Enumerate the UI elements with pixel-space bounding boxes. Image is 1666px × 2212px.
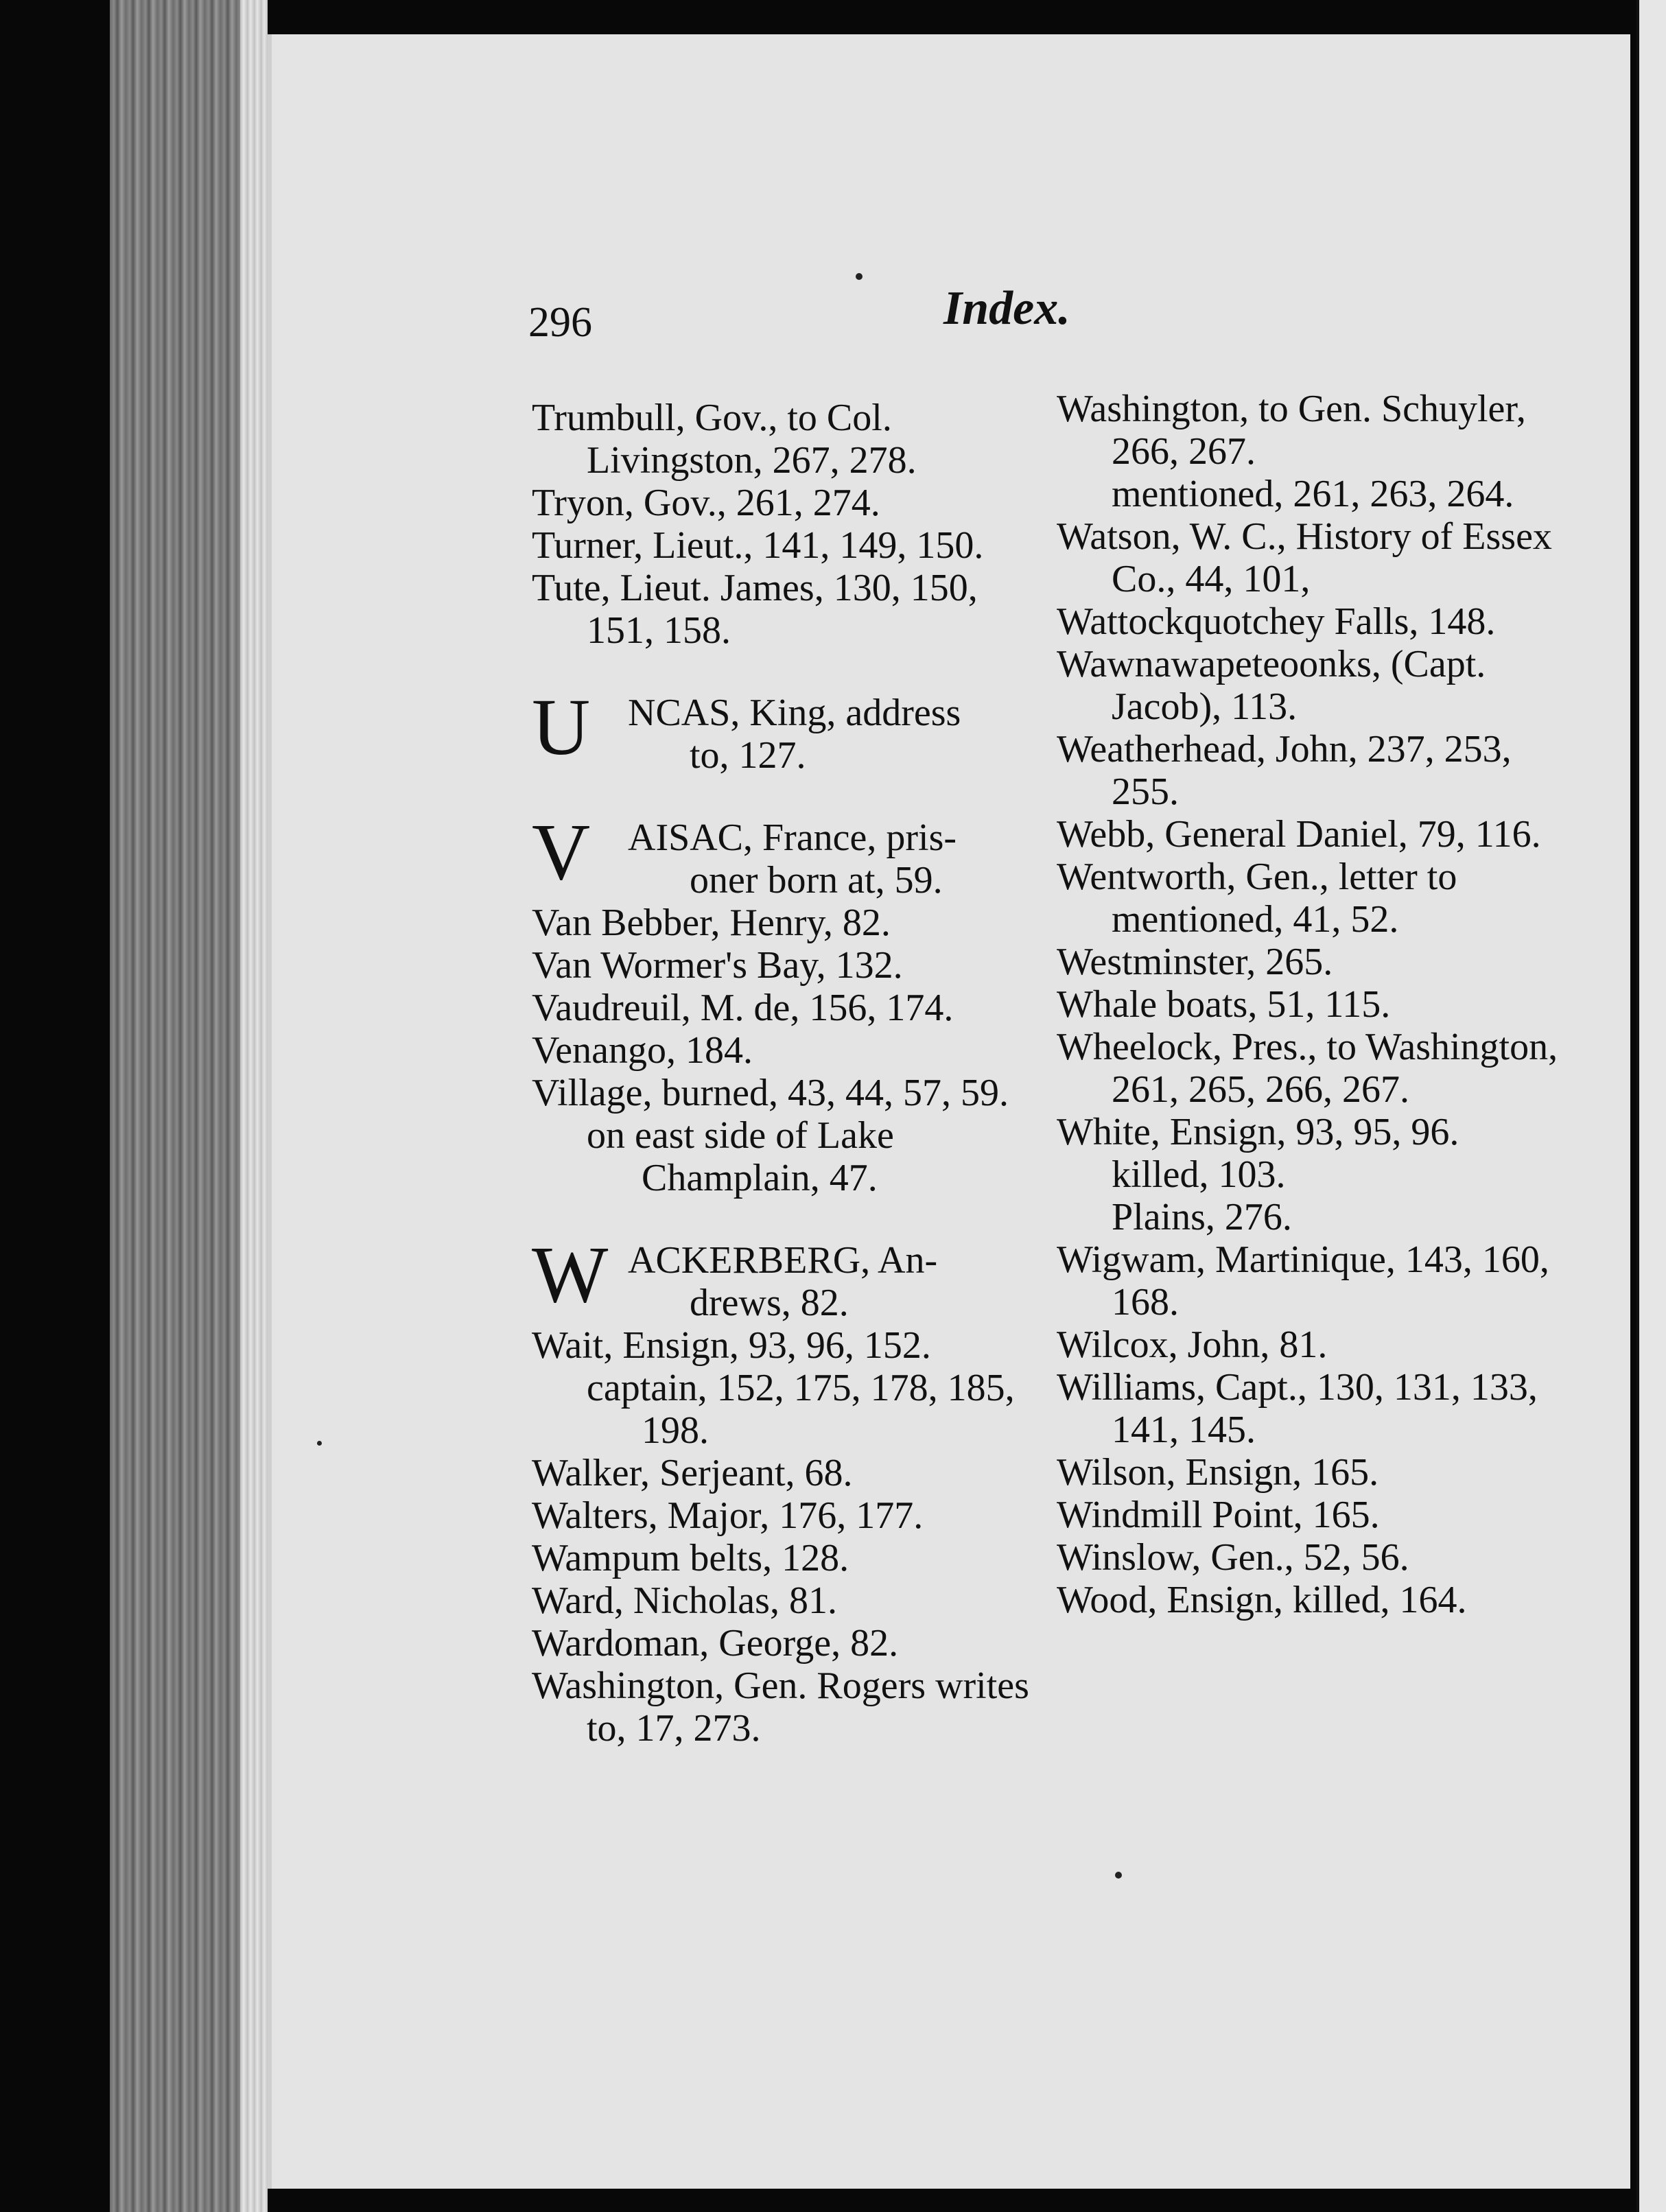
index-entry: Wilcox, John, 81. [1057,1323,1328,1366]
index-entry: AISAC, France, pris- [628,816,957,859]
running-head: Index. [943,282,1070,335]
letter-section-v [532,807,1040,902]
index-entry: Venango, 184. [532,1029,753,1072]
index-entry: Webb, General Daniel, 79, 116. [1057,813,1541,856]
index-subentry: mentioned, 261, 263, 264. [1112,473,1514,515]
index-entry: Winslow, Gen., 52, 56. [1057,1536,1409,1579]
facing-page-edge [1636,0,1666,2212]
index-subentry: Plains, 276. [1112,1196,1292,1238]
index-entry: Wawnawapeteoonks, (Capt. Jacob), 113. [1057,643,1486,728]
index-entry: Turner, Lieut., 141, 149, 150. [532,524,984,567]
index-subentry: killed, 103. [1112,1153,1286,1196]
index-entry: Windmill Point, 165. [1057,1494,1380,1536]
index-entry: Van Wormer's Bay, 132. [532,944,903,987]
speck [317,1441,322,1446]
letter-section-u [532,682,1040,777]
index-entry: Watson, W. C., History of Essex Co., 44, 101, [1057,515,1552,600]
drop-cap: U [532,682,591,772]
index-entry: Tryon, Gov., 261, 274. [532,482,880,524]
index-entry: White, Ensign, 93, 95, 96. [1057,1111,1459,1153]
index-entry: Williams, Capt., 130, 131, 133, 141, 145. [1057,1366,1538,1451]
index-entry: Ward, Nicholas, 81. [532,1579,837,1622]
speck [1115,1872,1122,1879]
index-entry: ACKERBERG, An- [628,1239,938,1282]
letter-section-w [532,1229,1040,1324]
index-entry: Wigwam, Martinique, 143, 160, 168. [1057,1238,1549,1323]
index-entry: Washington, Gen. Rogers writes to, 17, 273. [532,1664,1029,1750]
index-entry: Wait, Ensign, 93, 96, 152. [532,1324,931,1367]
index-entry: Whale boats, 51, 115. [1057,983,1391,1026]
index-entry: Wardoman, George, 82. [532,1622,899,1664]
index-entry-continuation: drews, 82. [690,1282,849,1324]
index-entry: Wheelock, Pres., to Washington, 261, 265, 266, 267. [1057,1026,1558,1111]
page-number: 296 [528,299,592,346]
index-entry: Walker, Serjeant, 68. [532,1452,853,1494]
index-entry: Van Bebber, Henry, 82. [532,902,891,944]
index-entry: Weatherhead, John, 237, 253, 255. [1057,728,1512,813]
index-entry: Walters, Major, 176, 177. [532,1494,924,1537]
index-entry: Wentworth, Gen., letter to mentioned, 41, 52. [1057,856,1457,941]
index-entry: Wattockquotchey Falls, 148. [1057,600,1496,643]
index-entry-continuation: to, 127. [690,734,806,777]
index-entry: Wood, Ensign, killed, 164. [1057,1579,1467,1621]
index-entry: Tute, Lieut. James, 130, 150, 151, 158. [532,567,978,652]
index-entry: Trumbull, Gov., to Col. Livingston, 267, 278. [532,397,917,482]
index-entry: Washington, to Gen. Schuyler, 266, 267. [1057,388,1526,473]
index-subentry: on east side of Lake Champlain, 47. [587,1114,894,1199]
index-entry: Vaudreuil, M. de, 156, 174. [532,987,954,1029]
index-subentry: captain, 152, 175, 178, 185, 198. [587,1367,1015,1452]
page-stack-edge [110,0,240,2212]
index-entry: Westminster, 265. [1057,941,1333,983]
speck [856,273,863,280]
index-column-right [1057,388,1564,1621]
index-entry: Wampum belts, 128. [532,1537,849,1579]
index-column-left [532,397,1040,1750]
index-entry: NCAS, King, address [628,692,961,734]
drop-cap: W [532,1229,609,1319]
drop-cap: V [532,807,591,897]
index-entry: Wilson, Ensign, 165. [1057,1451,1379,1494]
index-entry: Village, burned, 43, 44, 57, 59. [532,1072,1009,1114]
index-entry-continuation: oner born at, 59. [690,859,943,902]
